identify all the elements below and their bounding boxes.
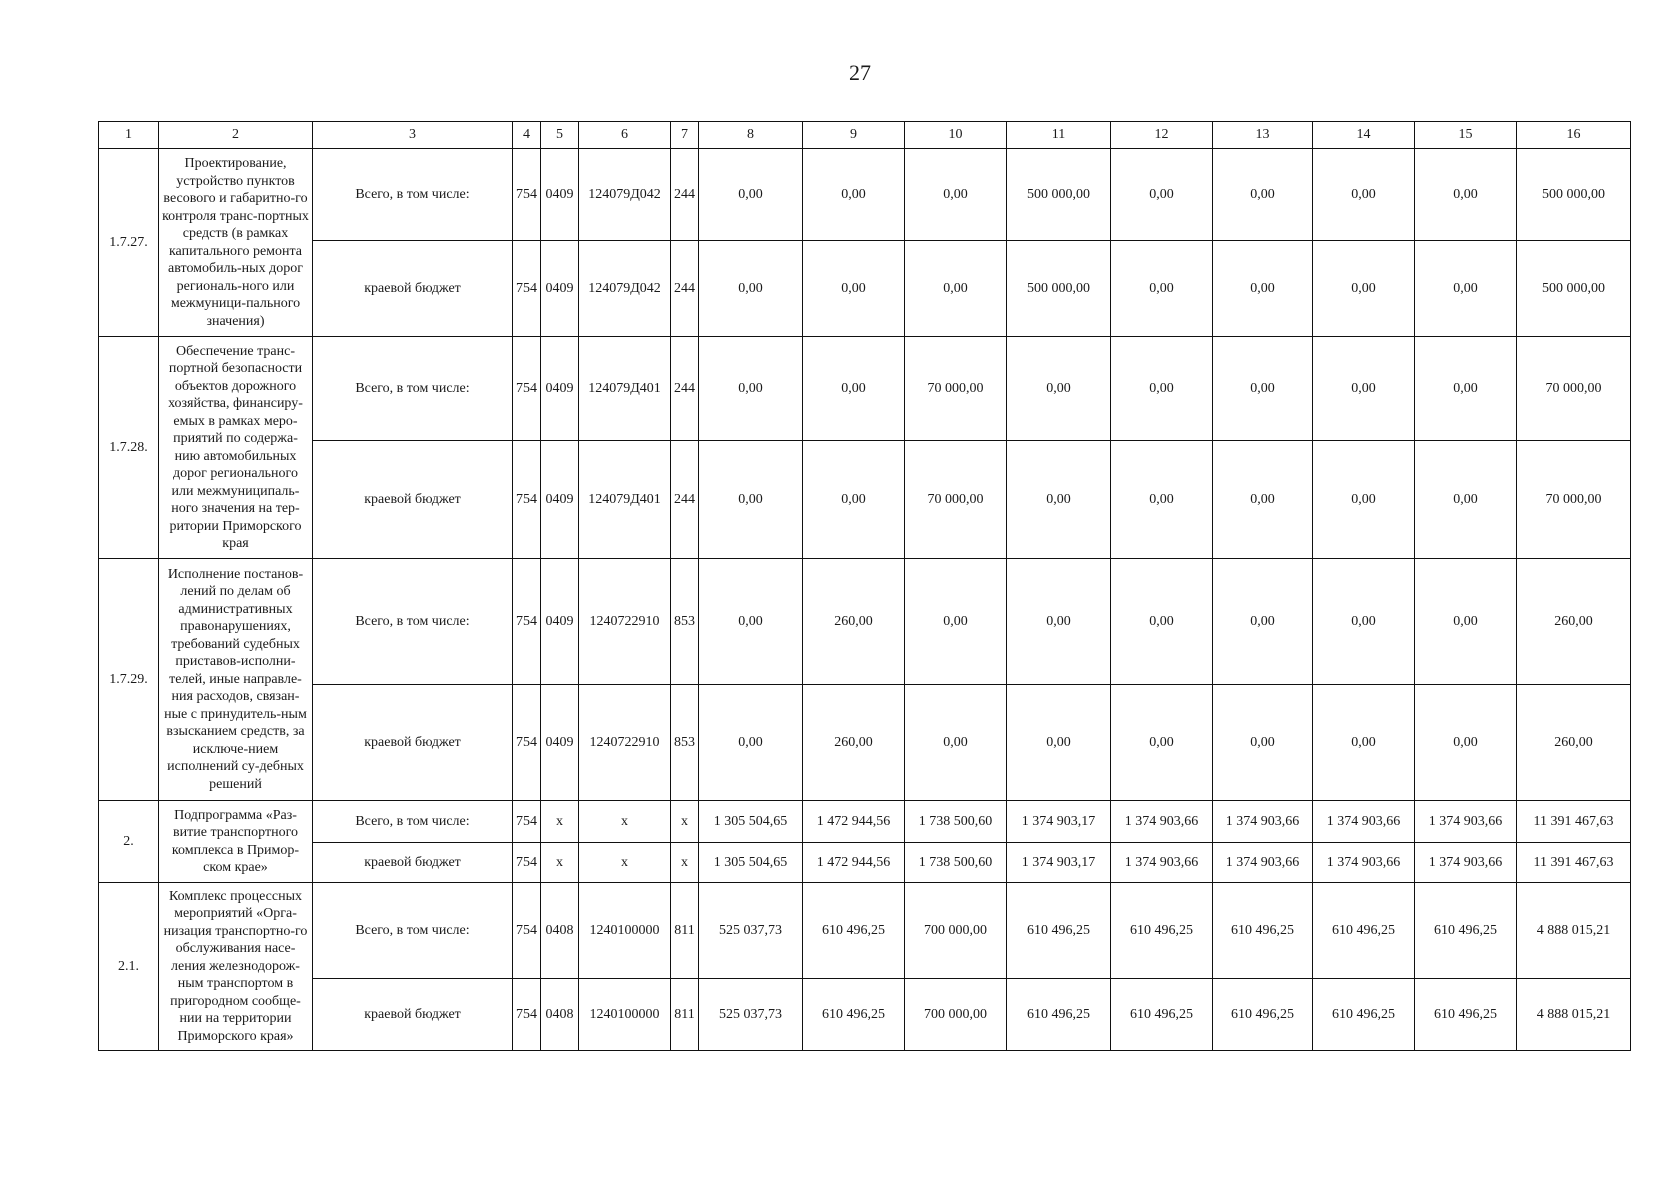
- row-number: 2.: [99, 801, 159, 883]
- target-article-code: 124079Д042: [579, 241, 671, 337]
- funding-source: краевой бюджет: [313, 979, 513, 1051]
- amount-cell: 1 374 903,66: [1111, 843, 1213, 883]
- column-header: 6: [579, 122, 671, 149]
- grbs-code: 754: [513, 801, 541, 843]
- amount-cell: 0,00: [1415, 149, 1517, 241]
- amount-cell: 1 374 903,17: [1007, 801, 1111, 843]
- column-header: 12: [1111, 122, 1213, 149]
- column-header: 3: [313, 122, 513, 149]
- funding-source: Всего, в том числе:: [313, 559, 513, 685]
- amount-cell: 1 472 944,56: [803, 801, 905, 843]
- amount-cell: 0,00: [1313, 559, 1415, 685]
- row-number: 1.7.27.: [99, 149, 159, 337]
- expense-type-code: 244: [671, 241, 699, 337]
- amount-cell: 260,00: [1517, 685, 1631, 801]
- column-header: 10: [905, 122, 1007, 149]
- funding-source: краевой бюджет: [313, 843, 513, 883]
- row-description: Обеспечение транс-портной безопасности объектов дорожного хозяйства, финансиру-емых в рамках меро-приятий по содержа-нию автомобильных дорог регионального или межмуниципаль-ного значения на тер-ритории Приморского края: [159, 337, 313, 559]
- grbs-code: 754: [513, 241, 541, 337]
- column-header: 11: [1007, 122, 1111, 149]
- expense-type-code: 244: [671, 149, 699, 241]
- row-description: Комплекс процессных мероприятий «Орга-низация транспортно-го обслуживания насе-ления железнодорож-ным транспортом в пригородном сообще-нии на территории Приморского края»: [159, 883, 313, 1051]
- target-article-code: x: [579, 843, 671, 883]
- amount-cell: 0,00: [1213, 441, 1313, 559]
- row-description: Проектирование, устройство пунктов весового и габаритно-го контроля транс-портных средств (в рамках капитального ремонта автомобиль-ных дорог региональ-ного или межмуници-пального значения): [159, 149, 313, 337]
- amount-cell: 610 496,25: [1111, 883, 1213, 979]
- amount-cell: 0,00: [699, 149, 803, 241]
- amount-cell: 1 374 903,66: [1313, 801, 1415, 843]
- amount-cell: 0,00: [699, 559, 803, 685]
- amount-cell: 260,00: [803, 685, 905, 801]
- amount-cell: 1 374 903,66: [1415, 801, 1517, 843]
- funding-source: Всего, в том числе:: [313, 337, 513, 441]
- grbs-code: 754: [513, 979, 541, 1051]
- expense-type-code: 811: [671, 979, 699, 1051]
- table-row: [99, 241, 1631, 337]
- grbs-code: 754: [513, 441, 541, 559]
- amount-cell: 0,00: [1213, 559, 1313, 685]
- amount-cell: 0,00: [1111, 337, 1213, 441]
- amount-cell: 0,00: [1313, 337, 1415, 441]
- amount-cell: 1 305 504,65: [699, 843, 803, 883]
- amount-cell: 0,00: [699, 685, 803, 801]
- amount-cell: 1 374 903,66: [1111, 801, 1213, 843]
- funding-source: Всего, в том числе:: [313, 883, 513, 979]
- amount-cell: 70 000,00: [1517, 337, 1631, 441]
- amount-cell: 4 888 015,21: [1517, 883, 1631, 979]
- row-number: 1.7.28.: [99, 337, 159, 559]
- amount-cell: 0,00: [1007, 441, 1111, 559]
- amount-cell: 0,00: [905, 149, 1007, 241]
- amount-cell: 1 374 903,66: [1415, 843, 1517, 883]
- column-header: 13: [1213, 122, 1313, 149]
- amount-cell: 70 000,00: [905, 337, 1007, 441]
- section-code: 0409: [541, 337, 579, 441]
- section-code: 0408: [541, 979, 579, 1051]
- amount-cell: 610 496,25: [1415, 979, 1517, 1051]
- amount-cell: 4 888 015,21: [1517, 979, 1631, 1051]
- section-code: x: [541, 843, 579, 883]
- section-code: 0409: [541, 559, 579, 685]
- grbs-code: 754: [513, 149, 541, 241]
- amount-cell: 0,00: [905, 685, 1007, 801]
- section-code: 0409: [541, 241, 579, 337]
- amount-cell: 500 000,00: [1007, 149, 1111, 241]
- expense-type-code: 244: [671, 441, 699, 559]
- amount-cell: 0,00: [1111, 685, 1213, 801]
- amount-cell: 700 000,00: [905, 979, 1007, 1051]
- amount-cell: 1 374 903,66: [1213, 843, 1313, 883]
- amount-cell: 0,00: [1313, 149, 1415, 241]
- amount-cell: 525 037,73: [699, 883, 803, 979]
- amount-cell: 0,00: [1313, 241, 1415, 337]
- target-article-code: 124079Д042: [579, 149, 671, 241]
- amount-cell: 1 374 903,66: [1213, 801, 1313, 843]
- amount-cell: 0,00: [1111, 241, 1213, 337]
- amount-cell: 500 000,00: [1007, 241, 1111, 337]
- funding-source: краевой бюджет: [313, 441, 513, 559]
- row-description: Исполнение постанов-лений по делам об административных правонарушениях, требований судебных приставов-исполни-телей, иные направле-ния расходов, связан-ные с принудитель-ным взысканием средств, за исключе-нием исполнений су-дебных решений: [159, 559, 313, 801]
- amount-cell: 70 000,00: [1517, 441, 1631, 559]
- column-header: 7: [671, 122, 699, 149]
- target-article-code: 124079Д401: [579, 337, 671, 441]
- table-body: [99, 149, 1631, 1051]
- row-description: Подпрограмма «Раз-витие транспортного комплекса в Примор-ском крае»: [159, 801, 313, 883]
- table-row: [99, 883, 1631, 979]
- grbs-code: 754: [513, 843, 541, 883]
- column-header: 2: [159, 122, 313, 149]
- target-article-code: 124079Д401: [579, 441, 671, 559]
- table-row: [99, 559, 1631, 685]
- table-row: [99, 979, 1631, 1051]
- funding-source: краевой бюджет: [313, 685, 513, 801]
- funding-source: Всего, в том числе:: [313, 149, 513, 241]
- expense-type-code: 853: [671, 559, 699, 685]
- amount-cell: 1 305 504,65: [699, 801, 803, 843]
- section-code: 0408: [541, 883, 579, 979]
- amount-cell: 260,00: [803, 559, 905, 685]
- column-header: 16: [1517, 122, 1631, 149]
- header-row: [99, 122, 1631, 149]
- amount-cell: 610 496,25: [1007, 883, 1111, 979]
- amount-cell: 0,00: [699, 337, 803, 441]
- amount-cell: 0,00: [1415, 685, 1517, 801]
- column-header: 5: [541, 122, 579, 149]
- amount-cell: 0,00: [1213, 149, 1313, 241]
- target-article-code: 1240100000: [579, 883, 671, 979]
- page-number: 27: [849, 60, 871, 85]
- amount-cell: 1 472 944,56: [803, 843, 905, 883]
- amount-cell: 70 000,00: [905, 441, 1007, 559]
- amount-cell: 1 374 903,66: [1313, 843, 1415, 883]
- row-number: 2.1.: [99, 883, 159, 1051]
- expense-type-code: 853: [671, 685, 699, 801]
- funding-source: Всего, в том числе:: [313, 801, 513, 843]
- amount-cell: 0,00: [803, 149, 905, 241]
- amount-cell: 0,00: [1415, 441, 1517, 559]
- amount-cell: 0,00: [1111, 441, 1213, 559]
- amount-cell: 610 496,25: [1213, 979, 1313, 1051]
- amount-cell: 610 496,25: [803, 883, 905, 979]
- amount-cell: 610 496,25: [1213, 883, 1313, 979]
- section-code: 0409: [541, 149, 579, 241]
- amount-cell: 0,00: [1415, 337, 1517, 441]
- funding-source: краевой бюджет: [313, 241, 513, 337]
- amount-cell: 0,00: [1111, 149, 1213, 241]
- column-header: 9: [803, 122, 905, 149]
- amount-cell: 0,00: [1007, 685, 1111, 801]
- grbs-code: 754: [513, 559, 541, 685]
- amount-cell: 525 037,73: [699, 979, 803, 1051]
- amount-cell: 1 738 500,60: [905, 801, 1007, 843]
- amount-cell: 0,00: [1313, 685, 1415, 801]
- amount-cell: 0,00: [803, 441, 905, 559]
- table-row: [99, 801, 1631, 843]
- target-article-code: 1240100000: [579, 979, 671, 1051]
- amount-cell: 610 496,25: [1111, 979, 1213, 1051]
- amount-cell: 0,00: [803, 241, 905, 337]
- column-header: 8: [699, 122, 803, 149]
- expense-type-code: x: [671, 801, 699, 843]
- amount-cell: 700 000,00: [905, 883, 1007, 979]
- amount-cell: 610 496,25: [803, 979, 905, 1051]
- table-row: [99, 685, 1631, 801]
- amount-cell: 0,00: [1415, 241, 1517, 337]
- amount-cell: 0,00: [803, 337, 905, 441]
- column-header: 4: [513, 122, 541, 149]
- amount-cell: 0,00: [1213, 337, 1313, 441]
- table-row: [99, 337, 1631, 441]
- amount-cell: 0,00: [1313, 441, 1415, 559]
- amount-cell: 260,00: [1517, 559, 1631, 685]
- amount-cell: 500 000,00: [1517, 149, 1631, 241]
- amount-cell: 0,00: [1415, 559, 1517, 685]
- section-code: x: [541, 801, 579, 843]
- table-row: [99, 149, 1631, 241]
- column-header: 1: [99, 122, 159, 149]
- column-header: 14: [1313, 122, 1415, 149]
- amount-cell: 0,00: [905, 559, 1007, 685]
- amount-cell: 11 391 467,63: [1517, 801, 1631, 843]
- expense-type-code: 811: [671, 883, 699, 979]
- grbs-code: 754: [513, 685, 541, 801]
- amount-cell: 11 391 467,63: [1517, 843, 1631, 883]
- expense-type-code: 244: [671, 337, 699, 441]
- amount-cell: 0,00: [699, 241, 803, 337]
- amount-cell: 0,00: [699, 441, 803, 559]
- target-article-code: 1240722910: [579, 685, 671, 801]
- section-code: 0409: [541, 685, 579, 801]
- column-header: 15: [1415, 122, 1517, 149]
- budget-table: [98, 121, 1631, 1051]
- amount-cell: 0,00: [1213, 685, 1313, 801]
- row-number: 1.7.29.: [99, 559, 159, 801]
- grbs-code: 754: [513, 883, 541, 979]
- table-row: [99, 843, 1631, 883]
- amount-cell: 610 496,25: [1415, 883, 1517, 979]
- amount-cell: 610 496,25: [1313, 979, 1415, 1051]
- grbs-code: 754: [513, 337, 541, 441]
- amount-cell: 500 000,00: [1517, 241, 1631, 337]
- amount-cell: 0,00: [1007, 337, 1111, 441]
- amount-cell: 0,00: [1111, 559, 1213, 685]
- amount-cell: 0,00: [1213, 241, 1313, 337]
- table-row: [99, 441, 1631, 559]
- section-code: 0409: [541, 441, 579, 559]
- amount-cell: 1 374 903,17: [1007, 843, 1111, 883]
- target-article-code: 1240722910: [579, 559, 671, 685]
- amount-cell: 0,00: [905, 241, 1007, 337]
- amount-cell: 0,00: [1007, 559, 1111, 685]
- amount-cell: 610 496,25: [1007, 979, 1111, 1051]
- target-article-code: x: [579, 801, 671, 843]
- expense-type-code: x: [671, 843, 699, 883]
- amount-cell: 610 496,25: [1313, 883, 1415, 979]
- amount-cell: 1 738 500,60: [905, 843, 1007, 883]
